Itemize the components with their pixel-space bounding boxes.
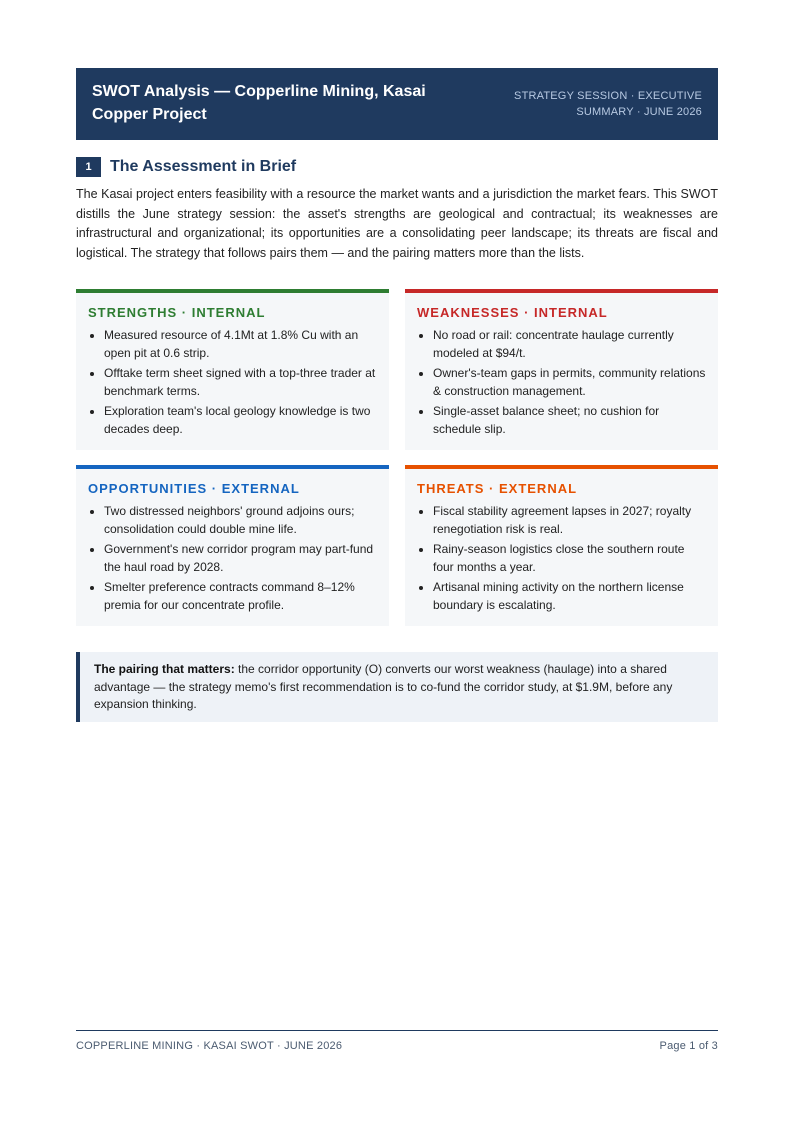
page-footer [76, 1030, 718, 1052]
threats-title: THREATS · EXTERNAL [417, 481, 578, 496]
list-item: • No road or rail: concentrate haulage currently modeled at $94/t. [433, 326, 706, 362]
meta-line-2: SUMMARY · JUNE 2026 [576, 106, 702, 118]
list-item: • Rainy-season logistics close the southern route four months a year. [433, 540, 706, 576]
strengths-list [88, 326, 377, 438]
strengths-title: STRENGTHS · INTERNAL [88, 305, 266, 320]
list-item: • Two distressed neighbors' ground adjoins ours; consolidation could double mine life. [104, 502, 377, 538]
intro-paragraph: The Kasai project enters feasibility with a resource the market wants and a jurisdiction the market fears. This SWOT distills the June strategy session: the asset's strengths are geological and contractual; its weaknesses are infrastructural and organizational; its opportunities are a consolidating peer landscape; its threats are fiscal and logistical. The strategy that follows pairs them — and the pairing matters more than the lists. [76, 187, 718, 260]
document-meta [502, 80, 702, 140]
strengths-quadrant [76, 289, 389, 450]
list-item: • Offtake term sheet signed with a top-three trader at benchmark terms. [104, 364, 377, 400]
opportunities-quadrant [76, 465, 389, 626]
threats-list [417, 502, 706, 614]
document-header [76, 68, 718, 140]
document-title: SWOT Analysis — Copperline Mining, Kasai Copper Project [92, 83, 426, 123]
list-item: • Artisanal mining activity on the northern license boundary is escalating. [433, 578, 706, 614]
list-item: • Measured resource of 4.1Mt at 1.8% Cu with an open pit at 0.6 strip. [104, 326, 377, 362]
section-number: 1 [76, 157, 101, 177]
callout-text: the corridor opportunity (O) converts our worst weakness (haulage) into a shared advantage — the strategy memo's first recommendation is to co-fund the corridor study, at $1.9M, before any expansion thinking. [94, 662, 673, 711]
page-number: Page 1 of 3 [659, 1040, 718, 1052]
weaknesses-quadrant [405, 289, 718, 450]
list-item: • Single-asset balance sheet; no cushion for schedule slip. [433, 402, 706, 438]
weaknesses-title: WEAKNESSES · INTERNAL [417, 305, 608, 320]
callout-lead: The pairing that matters: [94, 662, 235, 676]
section-heading [76, 157, 296, 177]
list-item: • Fiscal stability agreement lapses in 2027; royalty renegotiation risk is real. [433, 502, 706, 538]
threats-quadrant [405, 465, 718, 626]
weaknesses-list [417, 326, 706, 438]
opportunities-title: OPPORTUNITIES · EXTERNAL [88, 481, 300, 496]
list-item: • Smelter preference contracts command 8–12% premia for our concentrate profile. [104, 578, 377, 614]
list-item: • Owner's-team gaps in permits, community relations & construction management. [433, 364, 706, 400]
list-item: • Government's new corridor program may part-fund the haul road by 2028. [104, 540, 377, 576]
meta-line-1: STRATEGY SESSION · EXECUTIVE [514, 90, 702, 102]
pairing-callout [76, 652, 718, 722]
opportunities-list [88, 502, 377, 614]
list-item: • Exploration team's local geology knowledge is two decades deep. [104, 402, 377, 438]
footer-left: COPPERLINE MINING · KASAI SWOT · JUNE 2026 [76, 1040, 343, 1052]
section-title: The Assessment in Brief [110, 158, 297, 175]
